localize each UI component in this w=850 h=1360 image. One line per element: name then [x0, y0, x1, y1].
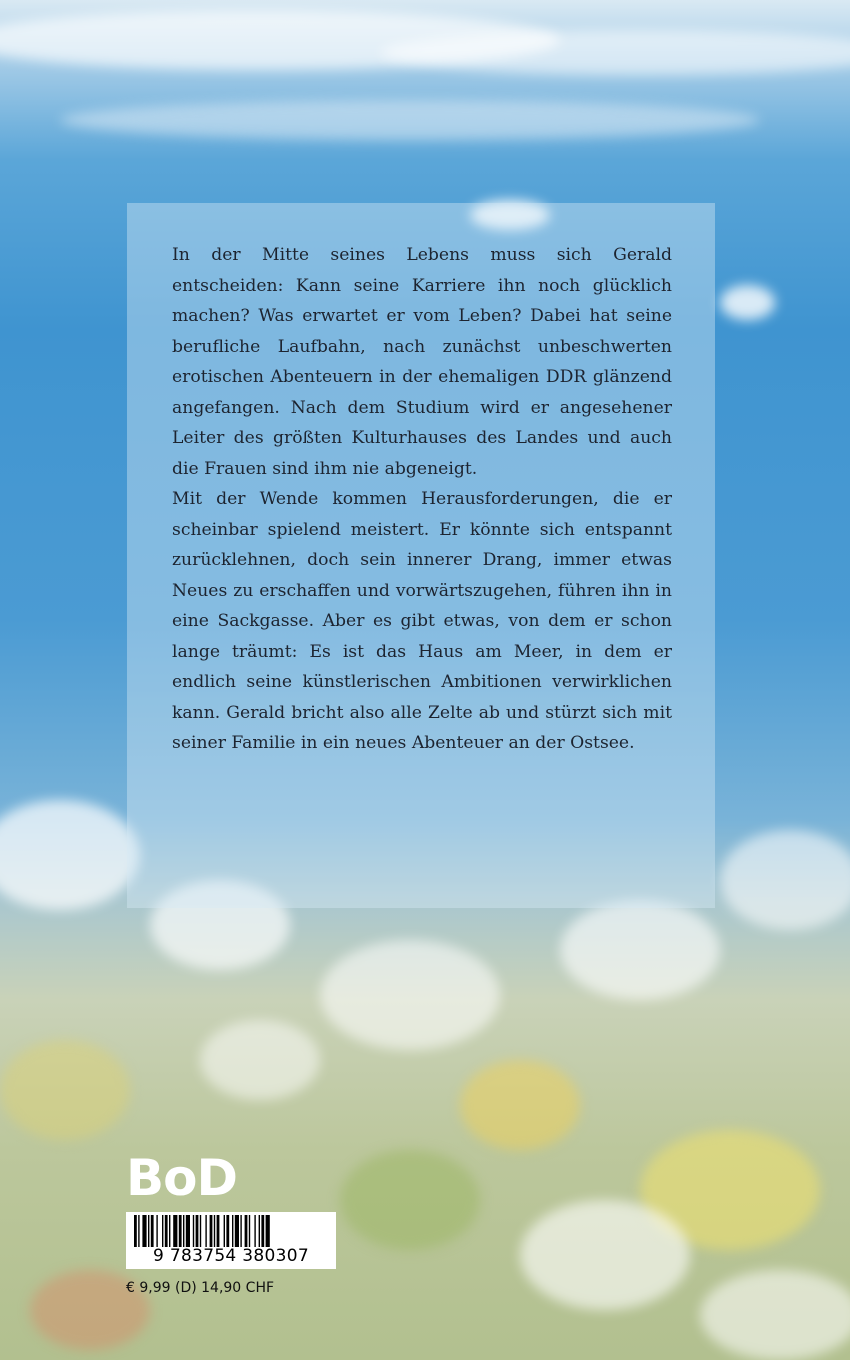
- price-label: € 9,99 (D) 14,90 CHF: [126, 1280, 275, 1296]
- barcode-bar: [235, 1215, 239, 1247]
- barcode-bar: [183, 1215, 184, 1247]
- barcode-bar: [186, 1215, 190, 1247]
- flower-blur: [560, 900, 720, 1000]
- isbn-barcode: [126, 1212, 336, 1269]
- flower-blur: [460, 1060, 580, 1150]
- barcode-bar: [210, 1215, 213, 1247]
- barcode-bar: [162, 1215, 163, 1247]
- barcode-bar: [240, 1215, 241, 1247]
- barcode-bar: [193, 1215, 194, 1247]
- sea-fleck: [720, 285, 775, 320]
- barcode-bar: [214, 1215, 215, 1247]
- barcode-bar: [165, 1215, 168, 1247]
- barcode-bar: [226, 1215, 229, 1247]
- barcode-bar: [261, 1215, 264, 1247]
- barcode-bar: [142, 1215, 146, 1247]
- barcode-bar: [138, 1215, 139, 1247]
- barcode-bar: [196, 1215, 199, 1247]
- barcode-bar: [179, 1215, 182, 1247]
- barcode-bar: [266, 1215, 270, 1247]
- flower-blur: [720, 830, 850, 930]
- barcode-bar: [217, 1215, 220, 1247]
- barcode-bar: [173, 1215, 177, 1247]
- barcode-bar: [169, 1215, 170, 1247]
- barcode-bar: [200, 1215, 201, 1247]
- barcode-bar: [148, 1215, 149, 1247]
- flower-blur: [320, 940, 500, 1050]
- barcode-bars: [134, 1215, 328, 1247]
- barcode-bar: [245, 1215, 248, 1247]
- flower-blur: [200, 1020, 320, 1100]
- barcode-bar: [224, 1215, 225, 1247]
- blurb-paragraph-1: In der Mitte seines Lebens muss sich Gerald entscheiden: Kann seine Karriere ihn noch glücklich machen? Was erwartet er vom Leben? Dabei hat seine berufliche Laufbahn, nach zunächst unbeschwerten erotischen Abenteuern in der ehemaligen DDR glänzend angefangen. Nach dem Studium wird er angesehener Leiter des größten Kulturhauses des Landes und auch die Frauen sind ihm nie abgeneigt.: [172, 245, 672, 479]
- cloud-streak: [60, 100, 760, 140]
- barcode-bar: [156, 1215, 157, 1247]
- barcode-bar: [254, 1215, 255, 1247]
- barcode-bar: [259, 1215, 260, 1247]
- cloud-streak: [380, 30, 850, 75]
- flower-blur: [700, 1270, 850, 1360]
- flower-blur: [520, 1200, 690, 1310]
- barcode-bar: [151, 1215, 154, 1247]
- publisher-logo: BoD: [126, 1149, 237, 1207]
- flower-blur: [0, 800, 140, 910]
- barcode-bar: [134, 1215, 137, 1247]
- isbn-digits: 9 783754 380307: [153, 1246, 309, 1266]
- barcode-bar: [232, 1215, 233, 1247]
- barcode-bar: [205, 1215, 206, 1247]
- blurb-paragraph-2: Mit der Wende kommen Herausforderungen, die er scheinbar spielend meistert. Er könnte sich entspannt zurücklehnen, doch sein innerer Drang, immer etwas Neues zu erschaffen und vorwärtszugehen, führen ihn in eine Sackgasse. Aber es gibt etwas, von dem er schon lange träumt: Es ist das Haus am Meer, in dem er endlich seine künstlerischen Ambitionen verwirklichen kann. Gerald bricht also alle Zelte ab und stürzt sich mit seiner Familie in ein neues Abenteuer an der Ostsee.: [172, 489, 672, 753]
- flower-blur: [0, 1040, 130, 1140]
- flower-blur: [340, 1150, 480, 1250]
- blurb-text: [172, 240, 672, 759]
- barcode-bar: [249, 1215, 250, 1247]
